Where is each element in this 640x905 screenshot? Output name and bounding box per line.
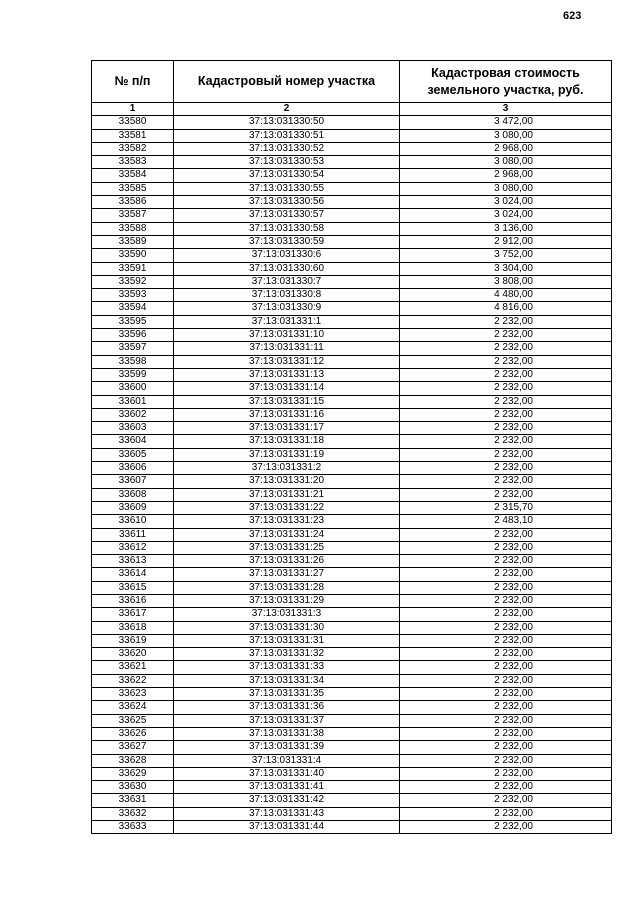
cadastral-value: 2 232,00 [400,528,612,541]
cadastral-value: 3 136,00 [400,222,612,235]
cadastral-number: 37:13:031330:53 [174,156,400,169]
table-row [92,222,612,235]
row-number: 33614 [92,568,174,581]
table-row [92,754,612,767]
header-row [92,61,612,103]
cadastral-value: 3 472,00 [400,116,612,129]
cadastral-number: 37:13:031331:22 [174,501,400,514]
cadastral-number: 37:13:031330:8 [174,289,400,302]
row-number: 33618 [92,621,174,634]
table-row [92,355,612,368]
table-body [92,116,612,834]
cadastral-value: 2 232,00 [400,594,612,607]
cadastral-number: 37:13:031331:4 [174,754,400,767]
row-number: 33615 [92,581,174,594]
cadastral-number: 37:13:031331:37 [174,714,400,727]
cadastral-number: 37:13:031331:18 [174,435,400,448]
cadastral-value: 2 232,00 [400,329,612,342]
cadastral-number: 37:13:031331:39 [174,741,400,754]
cadastral-number: 37:13:031331:30 [174,621,400,634]
table-row [92,235,612,248]
row-number: 33599 [92,368,174,381]
table-row [92,262,612,275]
cadastral-value: 2 232,00 [400,422,612,435]
cadastral-value: 2 232,00 [400,661,612,674]
cadastral-number: 37:13:031331:23 [174,515,400,528]
row-number: 33588 [92,222,174,235]
cadastral-number: 37:13:031331:26 [174,555,400,568]
cadastral-number: 37:13:031330:58 [174,222,400,235]
cadastral-number: 37:13:031331:2 [174,462,400,475]
header-number: № п/п [92,61,174,103]
cadastral-value: 2 232,00 [400,741,612,754]
cadastral-value: 2 232,00 [400,355,612,368]
table-row [92,714,612,727]
table-row [92,196,612,209]
cadastral-value: 2 232,00 [400,581,612,594]
row-number: 33585 [92,182,174,195]
cadastral-number: 37:13:031331:40 [174,767,400,780]
cadastral-value: 2 232,00 [400,794,612,807]
table-row [92,807,612,820]
table-row [92,701,612,714]
table-row [92,129,612,142]
row-number: 33619 [92,634,174,647]
cadastral-number: 37:13:031331:16 [174,408,400,421]
row-number: 33583 [92,156,174,169]
page-number: 623 [563,10,582,22]
column-number-1: 1 [92,103,174,116]
row-number: 33626 [92,727,174,740]
cadastral-number: 37:13:031331:13 [174,368,400,381]
cadastral-number: 37:13:031331:11 [174,342,400,355]
cadastral-value: 2 232,00 [400,821,612,834]
cadastral-number: 37:13:031331:33 [174,661,400,674]
cadastral-value: 2 232,00 [400,608,612,621]
cadastral-number: 37:13:031330:57 [174,209,400,222]
cadastral-value: 2 232,00 [400,648,612,661]
cadastral-value: 2 232,00 [400,621,612,634]
cadastral-value: 2 232,00 [400,807,612,820]
cadastral-value: 2 232,00 [400,462,612,475]
table-row [92,395,612,408]
cadastral-value: 2 232,00 [400,541,612,554]
table-row [92,422,612,435]
row-number: 33597 [92,342,174,355]
cadastral-value: 2 232,00 [400,754,612,767]
table-row [92,821,612,834]
row-number: 33616 [92,594,174,607]
cadastral-number: 37:13:031331:38 [174,727,400,740]
row-number: 33621 [92,661,174,674]
cadastral-value: 3 752,00 [400,249,612,262]
row-number: 33617 [92,608,174,621]
row-number: 33594 [92,302,174,315]
row-number: 33629 [92,767,174,780]
cadastral-number: 37:13:031330:54 [174,169,400,182]
table-row [92,302,612,315]
cadastral-number: 37:13:031330:7 [174,275,400,288]
table-row [92,794,612,807]
table-row [92,594,612,607]
row-number: 33596 [92,329,174,342]
table-row [92,329,612,342]
row-number: 33591 [92,262,174,275]
cadastral-value-table [91,60,612,834]
header-cadastral-value: Кадастровая стоимость земельного участка, руб. [400,61,612,103]
cadastral-number: 37:13:031331:3 [174,608,400,621]
table-row [92,462,612,475]
table-row [92,501,612,514]
row-number: 33598 [92,355,174,368]
cadastral-number: 37:13:031331:19 [174,448,400,461]
row-number: 33590 [92,249,174,262]
row-number: 33586 [92,196,174,209]
cadastral-number: 37:13:031331:17 [174,422,400,435]
cadastral-value: 3 304,00 [400,262,612,275]
row-number: 33631 [92,794,174,807]
cadastral-number: 37:13:031331:10 [174,329,400,342]
table-row [92,661,612,674]
table-row [92,435,612,448]
cadastral-number: 37:13:031330:51 [174,129,400,142]
row-number: 33603 [92,422,174,435]
table-row [92,688,612,701]
table-row [92,621,612,634]
cadastral-value: 3 808,00 [400,275,612,288]
row-number: 33580 [92,116,174,129]
table-row [92,249,612,262]
column-number-3: 3 [400,103,612,116]
cadastral-number: 37:13:031331:41 [174,781,400,794]
cadastral-number: 37:13:031331:1 [174,315,400,328]
cadastral-value: 4 816,00 [400,302,612,315]
table-row [92,555,612,568]
table-row [92,408,612,421]
table-row [92,528,612,541]
row-number: 33601 [92,395,174,408]
cadastral-number: 37:13:031331:31 [174,634,400,647]
cadastral-value: 2 232,00 [400,488,612,501]
cadastral-number: 37:13:031331:29 [174,594,400,607]
row-number: 33613 [92,555,174,568]
row-number: 33607 [92,475,174,488]
row-number: 33610 [92,515,174,528]
table-row [92,674,612,687]
table-row [92,741,612,754]
cadastral-number: 37:13:031331:27 [174,568,400,581]
cadastral-number: 37:13:031331:21 [174,488,400,501]
cadastral-value: 3 080,00 [400,129,612,142]
table-row [92,767,612,780]
row-number: 33625 [92,714,174,727]
cadastral-value: 3 080,00 [400,156,612,169]
row-number: 33595 [92,315,174,328]
cadastral-value: 2 232,00 [400,435,612,448]
table-row [92,608,612,621]
cadastral-value: 2 232,00 [400,555,612,568]
table-row [92,156,612,169]
cadastral-number: 37:13:031330:59 [174,235,400,248]
table-row [92,342,612,355]
cadastral-number: 37:13:031330:56 [174,196,400,209]
table-row [92,315,612,328]
row-number: 33630 [92,781,174,794]
cadastral-value: 2 232,00 [400,475,612,488]
cadastral-number: 37:13:031330:60 [174,262,400,275]
cadastral-number: 37:13:031330:52 [174,142,400,155]
cadastral-value: 3 024,00 [400,209,612,222]
row-number: 33602 [92,408,174,421]
table-row [92,382,612,395]
cadastral-number: 37:13:031331:36 [174,701,400,714]
table-header [92,61,612,116]
cadastral-number: 37:13:031331:24 [174,528,400,541]
table-row [92,448,612,461]
cadastral-value: 2 232,00 [400,368,612,381]
cadastral-number: 37:13:031331:14 [174,382,400,395]
row-number: 33589 [92,235,174,248]
cadastral-value: 2 968,00 [400,169,612,182]
cadastral-value: 4 480,00 [400,289,612,302]
table-row [92,541,612,554]
table-row [92,781,612,794]
cadastral-number: 37:13:031331:32 [174,648,400,661]
cadastral-value: 2 968,00 [400,142,612,155]
cadastral-value: 2 232,00 [400,315,612,328]
cadastral-number: 37:13:031330:55 [174,182,400,195]
cadastral-number: 37:13:031331:42 [174,794,400,807]
row-number: 33593 [92,289,174,302]
cadastral-value: 2 232,00 [400,781,612,794]
cadastral-value: 2 232,00 [400,568,612,581]
cadastral-value: 2 232,00 [400,382,612,395]
row-number: 33581 [92,129,174,142]
cadastral-value: 2 232,00 [400,674,612,687]
table-row [92,275,612,288]
table-row [92,634,612,647]
row-number: 33633 [92,821,174,834]
row-number: 33628 [92,754,174,767]
column-number-row [92,103,612,116]
row-number: 33627 [92,741,174,754]
cadastral-value: 2 315,70 [400,501,612,514]
table-row [92,648,612,661]
cadastral-number: 37:13:031330:9 [174,302,400,315]
row-number: 33608 [92,488,174,501]
cadastral-number: 37:13:031331:25 [174,541,400,554]
table-row [92,289,612,302]
table-row [92,475,612,488]
table-row [92,727,612,740]
row-number: 33623 [92,688,174,701]
table-row [92,209,612,222]
row-number: 33620 [92,648,174,661]
cadastral-number: 37:13:031331:34 [174,674,400,687]
row-number: 33609 [92,501,174,514]
table-row [92,488,612,501]
table-row [92,142,612,155]
cadastral-number: 37:13:031330:6 [174,249,400,262]
column-number-2: 2 [174,103,400,116]
cadastral-number: 37:13:031331:44 [174,821,400,834]
cadastral-number: 37:13:031331:12 [174,355,400,368]
cadastral-value: 2 232,00 [400,634,612,647]
table-row [92,169,612,182]
cadastral-number: 37:13:031331:20 [174,475,400,488]
cadastral-number: 37:13:031331:43 [174,807,400,820]
row-number: 33624 [92,701,174,714]
cadastral-value: 2 232,00 [400,767,612,780]
row-number: 33622 [92,674,174,687]
cadastral-value: 2 232,00 [400,448,612,461]
cadastral-number: 37:13:031331:35 [174,688,400,701]
table-row [92,568,612,581]
table-row [92,515,612,528]
cadastral-value: 2 232,00 [400,395,612,408]
cadastral-value: 3 024,00 [400,196,612,209]
cadastral-value: 2 912,00 [400,235,612,248]
row-number: 33604 [92,435,174,448]
cadastral-value: 2 232,00 [400,688,612,701]
row-number: 33592 [92,275,174,288]
row-number: 33611 [92,528,174,541]
cadastral-value: 3 080,00 [400,182,612,195]
table-row [92,581,612,594]
cadastral-value: 2 232,00 [400,714,612,727]
cadastral-value: 2 232,00 [400,701,612,714]
table-row [92,368,612,381]
cadastral-value: 2 483,10 [400,515,612,528]
header-cadastral-number: Кадастровый номер участка [174,61,400,103]
cadastral-number: 37:13:031330:50 [174,116,400,129]
cadastral-value: 2 232,00 [400,727,612,740]
row-number: 33587 [92,209,174,222]
row-number: 33606 [92,462,174,475]
row-number: 33612 [92,541,174,554]
row-number: 33582 [92,142,174,155]
cadastral-value: 2 232,00 [400,408,612,421]
row-number: 33632 [92,807,174,820]
row-number: 33584 [92,169,174,182]
table-row [92,116,612,129]
table-row [92,182,612,195]
cadastral-number: 37:13:031331:15 [174,395,400,408]
cadastral-number: 37:13:031331:28 [174,581,400,594]
row-number: 33600 [92,382,174,395]
cadastral-value: 2 232,00 [400,342,612,355]
row-number: 33605 [92,448,174,461]
